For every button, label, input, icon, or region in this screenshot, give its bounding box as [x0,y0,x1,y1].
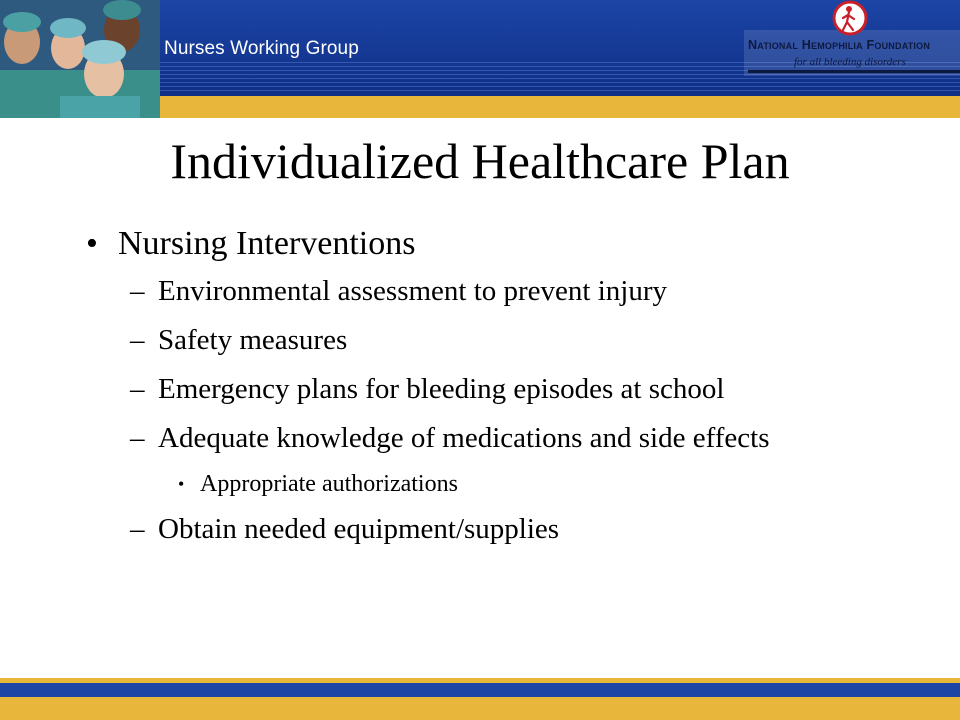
dash-glyph: – [130,324,145,356]
footer-blue-band [0,683,960,697]
sub-item-text: Obtain needed equipment/supplies [158,513,560,545]
bullet-glyph: • [178,474,185,494]
sub-item-text: Safety measures [158,324,348,356]
dash-glyph: – [130,422,145,454]
dash-glyph: – [130,275,145,307]
sub-item [130,274,886,308]
org-name: National Hemophilia Foundation [748,38,931,52]
figure-icon [832,0,868,36]
sub-item-text: Environmental assessment to prevent injury [158,275,668,307]
sub-sub-item [178,470,886,498]
sub-item-text: Adequate knowledge of medications and side effects [158,422,770,454]
sub-item [130,512,886,546]
sub-item [130,421,886,455]
group-name: Nurses Working Group [164,38,359,59]
logo-underline [748,70,960,73]
slide-title: Individualized Healthcare Plan [170,133,790,189]
dash-glyph: – [130,513,145,545]
nhf-logo [748,0,960,92]
slide-body [86,224,886,561]
sub-item [130,372,886,406]
bullet-text: Nursing Interventions [118,225,416,262]
sub-item [130,323,886,357]
footer-gold-band [0,697,960,720]
sub-item-text: Emergency plans for bleeding episodes at school [158,373,725,405]
nurses-photo [0,0,160,118]
org-tagline: for all bleeding disorders [794,56,906,68]
dash-glyph: – [130,373,145,405]
bullet-item [86,224,886,264]
bullet-glyph: • [86,225,98,262]
sub-sub-item-text: Appropriate authorizations [200,471,458,497]
